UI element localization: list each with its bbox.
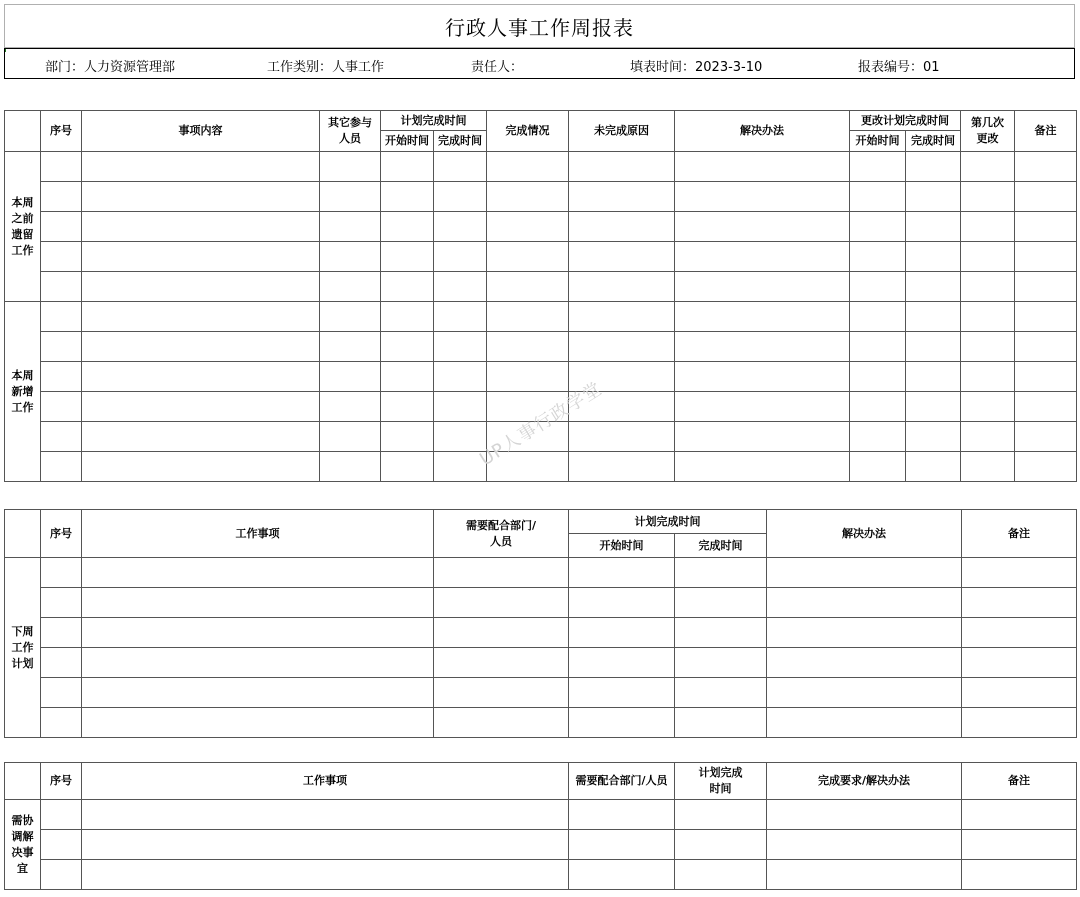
table-cell[interactable] (675, 152, 850, 182)
table-cell[interactable] (569, 648, 675, 678)
table-cell[interactable] (41, 558, 82, 588)
header-others (320, 111, 381, 152)
table-cell[interactable] (41, 800, 82, 830)
table-cell[interactable] (41, 422, 82, 452)
header-coop (434, 510, 569, 558)
header-seq: 序号 (41, 111, 82, 152)
table-cell[interactable] (82, 272, 320, 302)
table-cell[interactable] (1015, 212, 1077, 242)
table-cell[interactable] (82, 302, 320, 332)
table-cell[interactable] (381, 272, 434, 302)
table-cell[interactable] (569, 332, 675, 362)
table-row (5, 558, 1077, 588)
table-row (5, 332, 1077, 362)
table-cell[interactable] (569, 422, 675, 452)
table-cell[interactable] (850, 152, 906, 182)
table-cell[interactable] (41, 242, 82, 272)
table-cell[interactable] (675, 242, 850, 272)
table-cell[interactable] (41, 212, 82, 242)
table-cell[interactable] (1015, 242, 1077, 272)
table-cell[interactable] (320, 242, 381, 272)
table-row (5, 830, 1077, 860)
table-cell[interactable] (1015, 152, 1077, 182)
table-cell[interactable] (850, 362, 906, 392)
table-cell[interactable] (767, 678, 962, 708)
table-cell[interactable] (82, 362, 320, 392)
table-cell[interactable] (82, 152, 320, 182)
table-cell[interactable] (320, 452, 381, 482)
table-cell[interactable] (434, 588, 569, 618)
table-row (5, 678, 1077, 708)
table-cell[interactable] (1015, 392, 1077, 422)
header-start: 开始时间 (381, 131, 434, 152)
table-cell[interactable] (41, 830, 82, 860)
corner-cell (5, 763, 41, 800)
table-cell[interactable] (569, 860, 675, 890)
table-cell[interactable] (962, 800, 1077, 830)
table-cell[interactable] (434, 648, 569, 678)
header-start: 开始时间 (569, 534, 675, 558)
table-cell[interactable] (675, 558, 767, 588)
table-cell[interactable] (82, 648, 434, 678)
table-cell[interactable] (675, 422, 850, 452)
table-cell[interactable] (434, 392, 487, 422)
table-cell[interactable] (767, 558, 962, 588)
group-label-text: 需协调解决事宜 (11, 813, 34, 875)
table-cell[interactable] (41, 452, 82, 482)
table-cell[interactable] (82, 708, 434, 738)
table-cell[interactable] (320, 182, 381, 212)
table-cell[interactable] (434, 558, 569, 588)
table-cell[interactable] (487, 332, 569, 362)
table-cell[interactable] (569, 152, 675, 182)
table-cell[interactable] (962, 618, 1077, 648)
table-cell[interactable] (850, 212, 906, 242)
corner-cell (5, 111, 41, 152)
table-cell[interactable] (569, 830, 675, 860)
table-cell[interactable] (850, 302, 906, 332)
header-remark: 备注 (962, 510, 1077, 558)
header-item: 工作事项 (82, 763, 569, 800)
group-label-text: 本周新增工作 (11, 368, 34, 414)
table-cell[interactable] (381, 332, 434, 362)
table-cell[interactable] (82, 422, 320, 452)
header-content: 事项内容 (82, 111, 320, 152)
table-cell[interactable] (675, 362, 850, 392)
table-cell[interactable] (487, 182, 569, 212)
table-cell[interactable] (41, 588, 82, 618)
table-cell[interactable] (961, 332, 1015, 362)
table-row (5, 212, 1077, 242)
table-row (5, 588, 1077, 618)
table-row (5, 648, 1077, 678)
table-cell[interactable] (850, 182, 906, 212)
table-cell[interactable] (381, 452, 434, 482)
table-cell[interactable] (906, 452, 961, 482)
table-cell[interactable] (675, 618, 767, 648)
table-row (5, 272, 1077, 302)
table-cell[interactable] (569, 558, 675, 588)
header-plan-time (675, 763, 767, 800)
group-label-text: 下周工作计划 (11, 624, 34, 670)
table-cell[interactable] (850, 332, 906, 362)
table-cell[interactable] (1015, 422, 1077, 452)
table-cell[interactable] (41, 152, 82, 182)
table-cell[interactable] (82, 800, 569, 830)
table-cell[interactable] (82, 452, 320, 482)
table-cell[interactable] (962, 558, 1077, 588)
table-cell[interactable] (487, 242, 569, 272)
table-cell[interactable] (961, 152, 1015, 182)
table-cell[interactable] (320, 302, 381, 332)
table-cell[interactable] (961, 422, 1015, 452)
table-cell[interactable] (434, 242, 487, 272)
table-row (5, 152, 1077, 182)
header-solution: 解决办法 (767, 510, 962, 558)
table-cell[interactable] (675, 588, 767, 618)
table-cell[interactable] (82, 392, 320, 422)
table-cell[interactable] (1015, 362, 1077, 392)
table-cell[interactable] (850, 452, 906, 482)
header-remark: 备注 (962, 763, 1077, 800)
table-cell[interactable] (767, 708, 962, 738)
group-label (5, 152, 41, 302)
table-cell[interactable] (961, 242, 1015, 272)
table-cell[interactable] (41, 332, 82, 362)
table-cell[interactable] (850, 392, 906, 422)
header-requirement: 完成要求/解决办法 (767, 763, 962, 800)
table-cell[interactable] (569, 302, 675, 332)
department-field[interactable]: 部门：人力资源管理部 (45, 60, 176, 75)
table-cell[interactable] (487, 362, 569, 392)
table-cell[interactable] (569, 618, 675, 648)
table-cell[interactable] (962, 588, 1077, 618)
table-cell[interactable] (675, 860, 767, 890)
table-cell[interactable] (487, 212, 569, 242)
table-cell[interactable] (850, 242, 906, 272)
table-cell[interactable] (434, 332, 487, 362)
owner-field[interactable]: 责任人： (471, 60, 524, 75)
header-coop-text: 需要配合部门/人员 (465, 518, 537, 548)
header-item: 工作事项 (82, 510, 434, 558)
table-cell[interactable] (675, 800, 767, 830)
weekly-report-sheet (4, 4, 1076, 894)
table-cell[interactable] (381, 422, 434, 452)
table-row (5, 362, 1077, 392)
table-cell[interactable] (961, 272, 1015, 302)
table-row (5, 860, 1077, 890)
table-cell[interactable] (962, 678, 1077, 708)
table-cell[interactable] (41, 182, 82, 212)
table-cell[interactable] (569, 800, 675, 830)
table-cell[interactable] (1015, 452, 1077, 482)
table-cell[interactable] (1015, 182, 1077, 212)
table-cell[interactable] (675, 302, 850, 332)
table-cell[interactable] (569, 678, 675, 708)
table-cell[interactable] (1015, 302, 1077, 332)
table-cell[interactable] (434, 618, 569, 648)
table-cell[interactable] (906, 152, 961, 182)
table-cell[interactable] (320, 152, 381, 182)
header-finish: 完成时间 (675, 534, 767, 558)
table-cell[interactable] (850, 272, 906, 302)
table-cell[interactable] (82, 588, 434, 618)
table-cell[interactable] (675, 392, 850, 422)
table-cell[interactable] (82, 830, 569, 860)
header-seq: 序号 (41, 510, 82, 558)
header-solution: 解决办法 (675, 111, 850, 152)
header-change-start: 开始时间 (850, 131, 906, 152)
table-cell[interactable] (41, 648, 82, 678)
table-cell[interactable] (381, 242, 434, 272)
table-cell[interactable] (320, 212, 381, 242)
header-others-text: 其它参与人员 (328, 116, 372, 145)
table-cell[interactable] (569, 452, 675, 482)
header-plan-time-text: 计划完成时间 (698, 766, 743, 795)
coordination-table (4, 762, 1077, 890)
table-cell[interactable] (675, 212, 850, 242)
table-row (5, 452, 1077, 482)
table-cell[interactable] (487, 302, 569, 332)
header-finish: 完成时间 (434, 131, 487, 152)
table-cell[interactable] (434, 708, 569, 738)
table-row (5, 242, 1077, 272)
table-cell[interactable] (961, 392, 1015, 422)
watermark: UP人事行政学堂 (476, 378, 607, 471)
header-change-count (961, 111, 1015, 152)
table-cell[interactable] (961, 302, 1015, 332)
table-cell[interactable] (82, 332, 320, 362)
table-cell[interactable] (962, 648, 1077, 678)
report-title: 行政人事工作周报表 (4, 4, 1075, 48)
table-cell[interactable] (41, 860, 82, 890)
table-cell[interactable] (434, 362, 487, 392)
table-cell[interactable] (434, 678, 569, 708)
next-week-plan-table (4, 509, 1077, 738)
table-cell[interactable] (320, 362, 381, 392)
table-cell[interactable] (320, 422, 381, 452)
table-cell[interactable] (906, 272, 961, 302)
table-cell[interactable] (41, 272, 82, 302)
table-cell[interactable] (1015, 332, 1077, 362)
table-cell[interactable] (906, 182, 961, 212)
table-cell[interactable] (962, 830, 1077, 860)
table-cell[interactable] (906, 422, 961, 452)
table-cell[interactable] (82, 678, 434, 708)
table-cell[interactable] (82, 212, 320, 242)
table-cell[interactable] (381, 362, 434, 392)
header-remark: 备注 (1015, 111, 1077, 152)
table-cell[interactable] (675, 648, 767, 678)
table-cell[interactable] (675, 182, 850, 212)
table-cell[interactable] (961, 182, 1015, 212)
group-label-text: 本周之前遗留工作 (11, 195, 34, 257)
table-cell[interactable] (434, 152, 487, 182)
table-cell[interactable] (906, 302, 961, 332)
table-cell[interactable] (569, 272, 675, 302)
table-cell[interactable] (906, 212, 961, 242)
table-cell[interactable] (381, 302, 434, 332)
table-cell[interactable] (675, 332, 850, 362)
table-cell[interactable] (906, 362, 961, 392)
table-cell[interactable] (569, 212, 675, 242)
table-cell[interactable] (487, 272, 569, 302)
table-cell[interactable] (569, 242, 675, 272)
table-cell[interactable] (906, 242, 961, 272)
category-field[interactable]: 工作类别：人事工作 (267, 60, 385, 75)
table-cell[interactable] (767, 860, 962, 890)
table-cell[interactable] (320, 332, 381, 362)
group-label (5, 800, 41, 890)
header-plan-time: 计划完成时间 (569, 510, 767, 534)
table-cell[interactable] (82, 618, 434, 648)
table-cell[interactable] (675, 452, 850, 482)
table-cell[interactable] (569, 708, 675, 738)
table-cell[interactable] (906, 392, 961, 422)
table-cell[interactable] (434, 182, 487, 212)
info-row (4, 48, 1075, 79)
table-row (5, 618, 1077, 648)
table-row (5, 182, 1077, 212)
table-cell[interactable] (767, 618, 962, 648)
table-cell[interactable] (961, 212, 1015, 242)
table-cell[interactable] (320, 272, 381, 302)
table-cell[interactable] (381, 212, 434, 242)
header-change-plan: 更改计划完成时间 (850, 111, 961, 131)
table-cell[interactable] (41, 392, 82, 422)
table-cell[interactable] (487, 152, 569, 182)
table-cell[interactable] (381, 182, 434, 212)
corner-cell (5, 510, 41, 558)
table-cell[interactable] (82, 860, 569, 890)
table-cell[interactable] (1015, 272, 1077, 302)
table-cell[interactable] (569, 182, 675, 212)
table-cell[interactable] (320, 392, 381, 422)
table-cell[interactable] (434, 302, 487, 332)
table-cell[interactable] (82, 242, 320, 272)
table-cell[interactable] (675, 678, 767, 708)
table-cell[interactable] (381, 152, 434, 182)
header-change-count-text: 第几次更改 (971, 116, 1004, 145)
table-cell[interactable] (906, 332, 961, 362)
header-coop: 需要配合部门/人员 (569, 763, 675, 800)
table-cell[interactable] (850, 422, 906, 452)
table-cell[interactable] (82, 182, 320, 212)
group-label (5, 302, 41, 482)
header-change-finish: 完成时间 (906, 131, 961, 152)
table-cell[interactable] (41, 302, 82, 332)
table-cell[interactable] (961, 452, 1015, 482)
table-cell[interactable] (82, 558, 434, 588)
report-number-field[interactable]: 报表编号：01 (858, 60, 940, 75)
table-cell[interactable] (767, 648, 962, 678)
header-seq: 序号 (41, 763, 82, 800)
table-cell[interactable] (41, 708, 82, 738)
table-cell[interactable] (434, 212, 487, 242)
table-row (5, 800, 1077, 830)
table-cell[interactable] (41, 618, 82, 648)
table-cell[interactable] (961, 362, 1015, 392)
table-cell[interactable] (767, 830, 962, 860)
table-cell[interactable] (675, 708, 767, 738)
table-cell[interactable] (41, 362, 82, 392)
table-cell[interactable] (962, 708, 1077, 738)
fill-date-field[interactable]: 填表时间：2023-3-10 (630, 60, 763, 75)
header-reason: 未完成原因 (569, 111, 675, 152)
table-cell[interactable] (569, 588, 675, 618)
table-cell[interactable] (675, 830, 767, 860)
table-cell[interactable] (381, 392, 434, 422)
table-cell[interactable] (962, 860, 1077, 890)
table-cell[interactable] (767, 800, 962, 830)
group-label (5, 558, 41, 738)
header-plan-time: 计划完成时间 (381, 111, 487, 131)
table-cell[interactable] (41, 678, 82, 708)
table-cell[interactable] (434, 272, 487, 302)
table-row (5, 708, 1077, 738)
table-cell[interactable] (767, 588, 962, 618)
table-cell[interactable] (675, 272, 850, 302)
table-row (5, 302, 1077, 332)
header-status: 完成情况 (487, 111, 569, 152)
